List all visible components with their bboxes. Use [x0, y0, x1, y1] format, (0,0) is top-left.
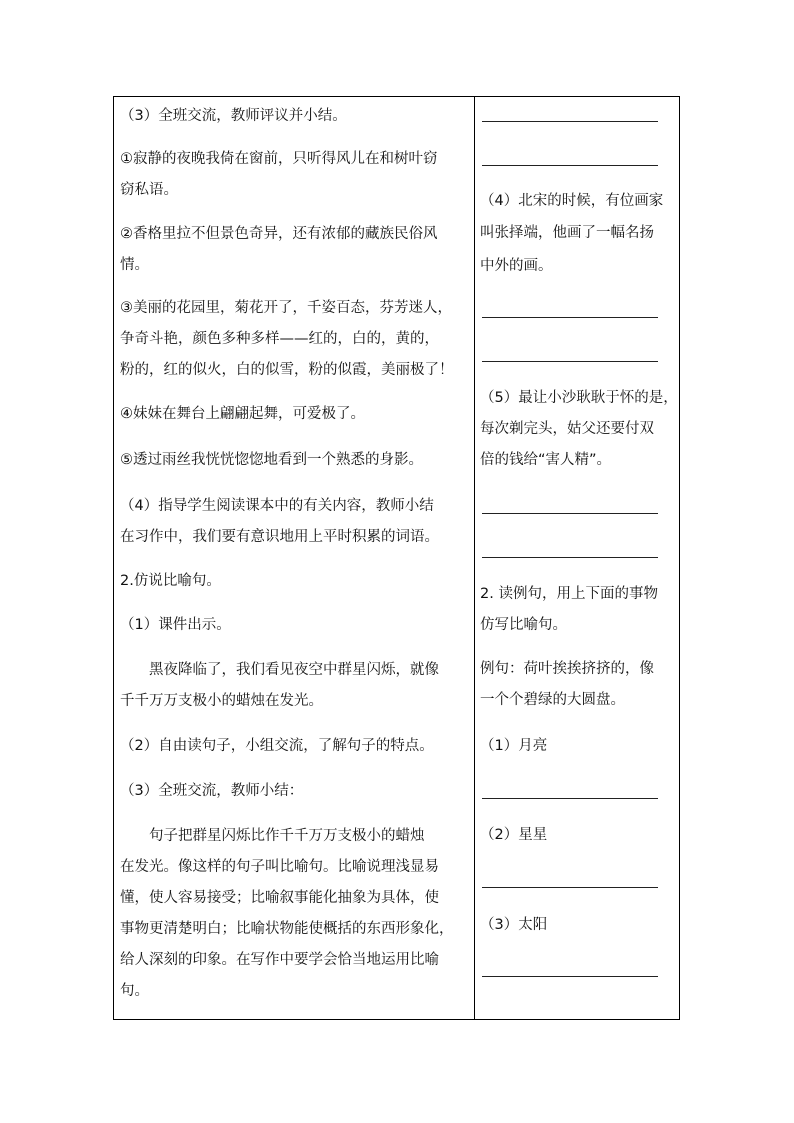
answer-blank-line: [482, 798, 658, 799]
right-line: 中外的画。: [480, 258, 553, 274]
left-line: 给人深刻的印象。在写作中要学会恰当地运用比喻: [120, 952, 439, 968]
right-line: 每次剃完头，姑父还要付双: [480, 421, 654, 437]
left-line: ④妹妹在舞台上翩翩起舞，可爱极了。: [120, 406, 365, 422]
left-line: 事物更清楚明白；比喻状物能使概括的东西形象化，: [120, 921, 454, 937]
right-line: （5）最让小沙耿耿于怀的是，: [480, 390, 678, 406]
left-line: 窃私语。: [120, 182, 178, 198]
left-line: 在发光。像这样的句子叫比喻句。比喻说理浅显易: [120, 859, 439, 875]
left-line: （2）自由读句子，小组交流，了解句子的特点。: [120, 738, 434, 754]
answer-blank-line: [482, 976, 658, 977]
answer-blank-line: [482, 317, 658, 318]
answer-blank-line: [482, 361, 658, 362]
left-line: 争奇斗艳，颜色多种多样——红的，白的，黄的，: [120, 331, 439, 347]
left-line: 千千万万支极小的蜡烛在发光。: [120, 693, 323, 709]
left-line: 在习作中，我们要有意识地用上平时积累的词语。: [120, 529, 439, 545]
answer-blank-line: [482, 121, 658, 122]
answer-blank-line: [482, 513, 658, 514]
answer-blank-line: [482, 165, 658, 166]
right-line: 倍的钱给“害人精”。: [480, 452, 612, 468]
left-line: （4）指导学生阅读课本中的有关内容，教师小结: [120, 498, 434, 514]
left-line: 黑夜降临了，我们看见夜空中群星闪烁，就像: [120, 662, 439, 678]
left-line: 懂，使人容易接受；比喻叙事能化抽象为具体，使: [120, 890, 439, 906]
left-line: 情。: [120, 257, 149, 273]
right-line: 仿写比喻句。: [480, 617, 567, 633]
left-line: ⑤透过雨丝我恍恍惚惚地看到一个熟悉的身影。: [120, 452, 423, 468]
column-divider: [474, 97, 475, 1019]
left-line: 句。: [120, 983, 149, 999]
right-line: （1）月亮: [480, 738, 548, 754]
answer-blank-line: [482, 887, 658, 888]
right-line: 2. 读例句，用上下面的事物: [480, 586, 658, 602]
left-line: 2.仿说比喻句。: [120, 573, 221, 589]
answer-blank-line: [482, 557, 658, 558]
right-line: （2）星星: [480, 827, 548, 843]
left-line: ②香格里拉不但景色奇异，还有浓郁的藏族民俗风: [120, 226, 438, 242]
left-line: （3）全班交流，教师小结：: [120, 783, 304, 799]
right-line: 例句：荷叶挨挨挤挤的，像: [480, 661, 654, 677]
left-line: ③美丽的花园里，菊花开了，千姿百态，芬芳迷人，: [120, 300, 452, 316]
left-line: 句子把群星闪烁比作千千万万支极小的蜡烛: [120, 828, 425, 844]
left-line: （1）课件出示。: [120, 617, 231, 633]
right-line: 叫张择端，他画了一幅名扬: [480, 225, 654, 241]
left-line: 粉的，红的似火，白的似雪，粉的似霞，美丽极了！: [120, 362, 454, 378]
lesson-table: [113, 96, 680, 1020]
left-line: ①寂静的夜晚我倚在窗前，只听得风儿在和树叶窃: [120, 151, 438, 167]
right-line: （3）太阳: [480, 917, 548, 933]
left-line: （3）全班交流，教师评议并小结。: [120, 108, 347, 124]
right-line: （4）北宋的时候，有位画家: [480, 193, 664, 209]
right-line: 一个个碧绿的大圆盘。: [480, 692, 625, 708]
